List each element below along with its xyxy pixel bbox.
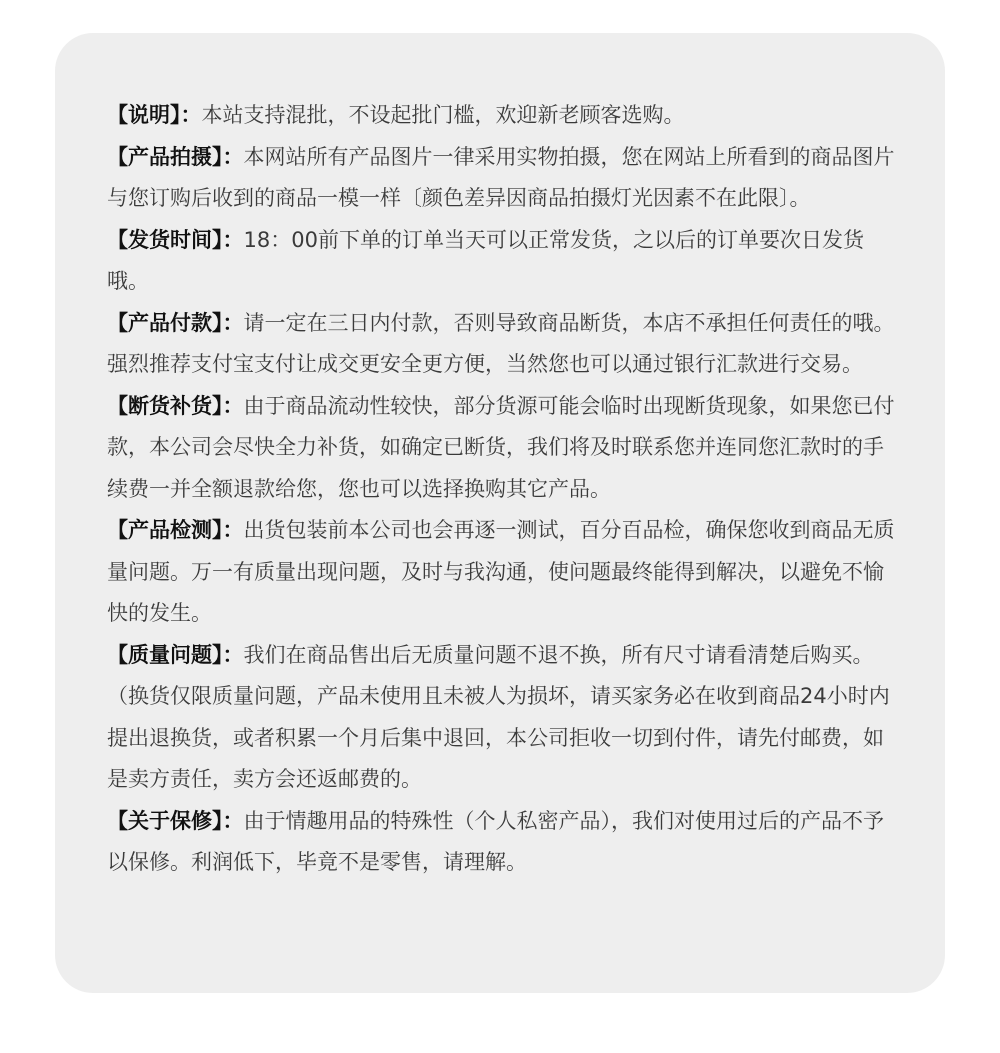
section-warranty bbox=[107, 801, 895, 884]
section-body: 18：00前下单的订单当天可以正常发货，之以后的订单要次日发货哦。 bbox=[107, 227, 864, 293]
section-title: 【产品付款】： bbox=[107, 310, 244, 335]
section-body: 本站支持混批，不设起批门槛，欢迎新老顾客选购。 bbox=[201, 103, 685, 127]
section-restock bbox=[107, 386, 895, 511]
section-payment bbox=[107, 303, 895, 386]
section-body: 请一定在三日内付款，否则导致商品断货，本店不承担任何责任的哦。强烈推荐支付宝支付让成交更安全更方便，当然您也可以通过银行汇款进行交易。 bbox=[107, 310, 895, 376]
section-body: 由于商品流动性较快，部分货源可能会临时出现断货现象，如果您已付款，本公司会尽快全力补货，如确定已断货，我们将及时联系您并连同您汇款时的手续费一并全额退款给您，您也可以选择换购其它产品。 bbox=[107, 393, 895, 501]
section-photography bbox=[107, 137, 895, 220]
section-title: 【发货时间】： bbox=[107, 227, 244, 252]
section-body: 本网站所有产品图片一律采用实物拍摄，您在网站上所看到的商品图片与您订购后收到的商品一模一样〔颜色差异因商品拍摄灯光因素不在此限〕。 bbox=[107, 144, 895, 210]
section-title: 【说明】： bbox=[107, 103, 202, 127]
section-quality-issues bbox=[107, 635, 895, 801]
section-title: 【质量问题】： bbox=[107, 642, 244, 667]
section-title: 【断货补货】： bbox=[107, 393, 244, 418]
section-title: 【产品拍摄】： bbox=[107, 144, 244, 169]
section-title: 【产品检测】： bbox=[107, 518, 244, 542]
section-title: 【关于保修】： bbox=[107, 808, 244, 833]
policy-card bbox=[55, 33, 945, 993]
section-body: 出货包装前本公司也会再逐一测试，百分百品检，确保您收到商品无质量问题。万一有质量出现问题，及时与我沟通，使问题最终能得到解决，以避免不愉快的发生。 bbox=[107, 518, 895, 625]
section-inspection bbox=[107, 510, 895, 635]
section-body: 我们在商品售出后无质量问题不退不换，所有尺寸请看清楚后购买。（换货仅限质量问题，产品未使用且未被人为损坏，请买家务必在收到商品24小时内提出退换货，或者积累一个月后集中退回，本公司拒收一切到付件，请先付邮费，如是卖方责任，卖方会还返邮费的。 bbox=[107, 642, 890, 791]
section-body: 由于情趣用品的特殊性（个人私密产品），我们对使用过后的产品不予以保修。利润低下，毕竟不是零售，请理解。 bbox=[107, 808, 884, 874]
section-note bbox=[107, 95, 895, 137]
section-shipping-time bbox=[107, 220, 895, 303]
